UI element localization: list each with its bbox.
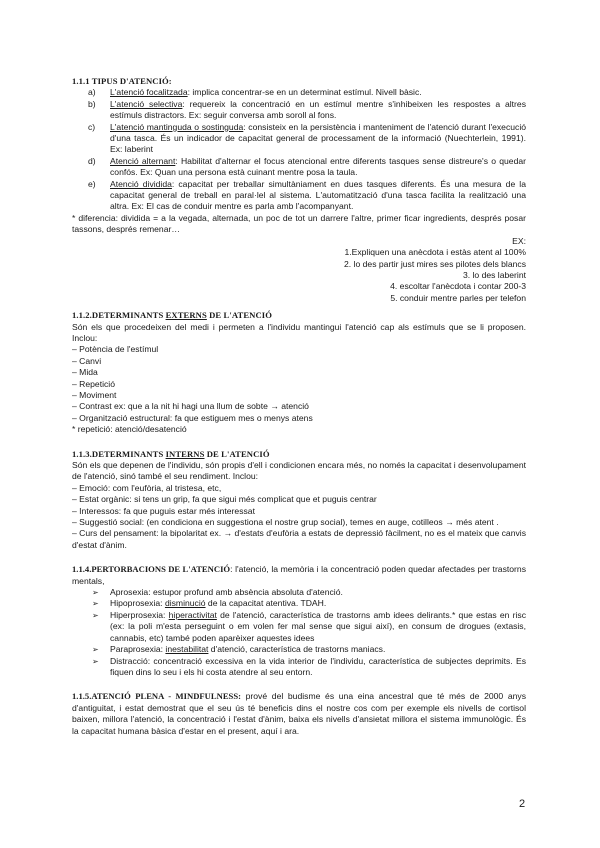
examples-block (72, 236, 526, 304)
section-heading-pertorbacions: 1.1.4.PERTORBACIONS DE L'ATENCIÓ (72, 564, 231, 575)
list-item: – Moviment (72, 389, 117, 400)
list-item: – Interessos: fa que puguis estar més interessat (72, 505, 255, 516)
list-item: ➢ Distracció: concentració excessiva en la vida interior de l'individu, característica de subjectes deprimits. Es fiquen dins lo seu i els hi costa atendre al seu entorn. (92, 655, 526, 677)
arrow-bullet-icon: ➢ (92, 610, 99, 620)
list-item: – Curs del pensament: la bipolaritat ex. → d'estats d'eufòria a estats de depressió fàcilment, no es el mateix que canvis d'estat d'ànim. (72, 528, 526, 550)
arrow-bullet-icon: ➢ (92, 599, 99, 609)
externs-list (72, 344, 526, 424)
interns-list (72, 483, 526, 551)
list-item: – Emoció: com l'eufòria, al tristesa, etc, (72, 482, 222, 493)
list-item: – Suggestió social: (en condiciona en suggestiona el nostre grup social), temes en auge, cotilleos → més atent . (72, 517, 499, 528)
list-item: a) L'atenció focalitzada: implica concentrar-se en un determinat estímul. Nivell bàsic. (88, 87, 422, 98)
example-line: 2. lo des partir just mires ses pilotes dels blancs (344, 258, 526, 269)
list-item: ➢ Paraprosexia: inestabilitat d'atenció, característica de trastorns maniacs. (92, 644, 386, 655)
section-heading-externs: 1.1.2.DETERMINANTS EXTERNS DE L'ATENCIÓ (72, 310, 273, 321)
list-item: ➢ Hipoprosexia: disminució de la capacitat atentiva. TDAH. (92, 598, 327, 609)
section-heading-tipus: 1.1.1 TIPUS D'ATENCIÓ: (72, 76, 172, 86)
list-item: – Canvi (72, 355, 102, 366)
example-line: 5. conduir mentre parles per telefon (390, 292, 526, 303)
list-item: – Estat orgànic: si tens un grip, fa que sigui més complicat que et puguis centrar (72, 494, 377, 505)
example-line: 4. escoltar l'anècdota i contar 200-3 (390, 281, 526, 292)
interns-intro: Són els que depenen de l'individu, són propis d'ell i condicionen encara més, no només la capacitat i desenvolupament de l'atenció, sinó també el seu rendiment. Inclou: (72, 460, 526, 482)
document-page (72, 76, 526, 737)
section-heading-interns: 1.1.3.DETERMINANTS INTERNS DE L'ATENCIÓ (72, 448, 270, 459)
arrow-bullet-icon: ➢ (92, 645, 99, 655)
pertorbacions-list (72, 587, 526, 678)
examples-label: EX: (512, 235, 526, 246)
list-item: b) L'atenció selectiva: requereix la concentració en un estímul mentre s'inhibeixen les respostes a altres estímuls distractors. Ex: seguir conversa amb soroll al fons. (88, 98, 526, 121)
section-heading-mindfulness: 1.1.5.ATENCIÓ PLENA - MINDFULNESS: (72, 691, 241, 702)
mindfulness-paragraph: 1.1.5.ATENCIÓ PLENA - MINDFULNESS: prové del budisme és una eina ancestral que té més de 2000 anys d'antiguitat, i estat demostrat que el seu ús té beneficis dins el nostre cos com per exemple els nivells de cortisol baixen, millora l'atenció, la concentració i l'estat d'ànim, baixa els nivells d'ansietat millora el sistema immunològic. És la capacitat humana bàsica d'estar en el present, aquí i ara. (72, 691, 527, 736)
list-item: d) Atenció alternant: Habilitat d'alternar el focus atencional entre diferents tasques sense distreure's o quedar confós. Ex: Quan una persona està cuinant mentre posa la taula. (88, 155, 526, 178)
difference-note: * diferencia: dividida = a la vegada, alternada, un poc de tot un darrere l'altre, primer ficar ingredients, després posar tassons, després remenar… (72, 212, 526, 235)
externs-intro: Són els que procedeixen del medi i permeten a l'individu mantingui l'atenció cap als estímuls que se li proposen. Inclou: (72, 321, 526, 343)
list-item: – Organització estructural: fa que estiguem mes o menys atens (72, 412, 313, 423)
arrow-bullet-icon: ➢ (92, 656, 99, 666)
example-line: 1.Expliquen una anècdota i estàs atent al 100% (344, 247, 526, 258)
list-item: ➢ Aprosexia: estupor profund amb absència absoluta d'atenció. (92, 587, 343, 598)
list-item: ➢ Hiperprosexia: hiperactivitat de l'atenció, característica de trastorns amb idees delirants.* que estas en risc (ex: la poli m'esta perseguint o em volen fer mal sense que sigui així), en consum de drogues (extasis, cannabis, etc) també poden aparèixer aquestes idees (92, 609, 526, 643)
attention-types-list (72, 87, 526, 212)
list-item: – Repetició (72, 378, 115, 389)
arrow-bullet-icon: ➢ (92, 588, 99, 598)
list-item: c) L'atenció mantinguda o sostinguda: consisteix en la persistència i manteniment de l'atenció durant l'execució d'una tasca. És un indicador de capacitat general de processament de la informació (Nuechterlein, 1991). Ex: laberint (88, 121, 527, 155)
list-item: – Contrast ex: que a la nit hi hagi una llum de sobte → atenció (72, 401, 309, 412)
pertorbacions-paragraph: 1.1.4.PERTORBACIONS DE L'ATENCIÓ: l'atenció, la memòria i la concentració poden quedar afectades per trastorns mentals, (72, 564, 526, 586)
page-number: 2 (519, 798, 526, 810)
example-line: 3. lo des laberint (462, 269, 526, 280)
repetition-note: * repetició: atenció/desatenció (72, 424, 187, 435)
list-item: – Mida (72, 367, 98, 378)
list-item: – Potència de l'estímul (72, 344, 159, 355)
list-item: e) Atenció dividida: capacitat per treballar simultàniament en dues tasques diferents. És una mesura de la capacitat general de treball en paral·lel al sistema. L'automatització d'una tasca facilita la realització una altra. Ex: El cas de conduir mentre es parla amb l'acompanyant. (88, 178, 526, 212)
